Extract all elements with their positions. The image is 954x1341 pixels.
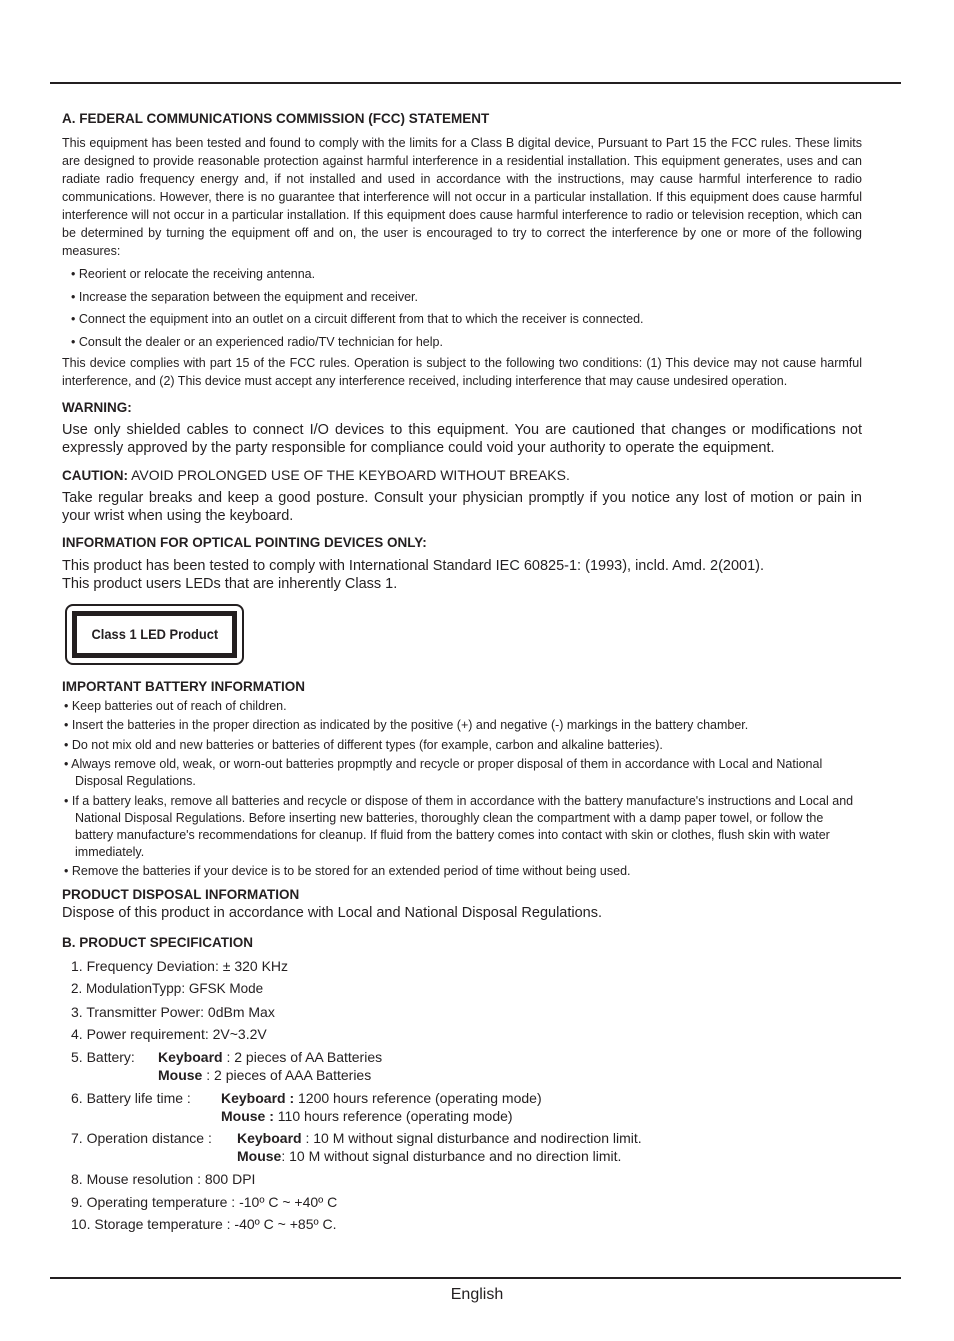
caution-line	[62, 466, 862, 485]
list-item: • Reorient or relocate the receiving antenna.	[71, 267, 316, 281]
fcc-heading: A. FEDERAL COMMUNICATIONS COMMISSION (FCC) STATEMENT	[62, 111, 490, 126]
list-item: • Keep batteries out of reach of children.	[64, 698, 287, 713]
warning-body: Use only shielded cables to connect I/O devices to this equipment. You are cautioned that changes or modifications not expressly approved by the party responsible for compliance could void your authority to operate the equipment.	[62, 421, 862, 456]
list-item: • Insert the batteries in the proper direction as indicated by the positive (+) and negative (-) markings in the battery chamber.	[64, 718, 749, 733]
spec-mouse-resolution: 8. Mouse resolution : 800 DPI	[71, 1171, 256, 1188]
optical-heading: INFORMATION FOR OPTICAL POINTING DEVICES ONLY:	[62, 534, 427, 550]
list-item: • Remove the batteries if your device is to be stored for an extended period of time without being used.	[64, 864, 631, 879]
footer-language: English	[450, 1286, 504, 1303]
spec-transmitter-power: 3. Transmitter Power: 0dBm Max	[71, 1003, 275, 1020]
mouse-label: Mouse :	[221, 1107, 274, 1124]
spec-battery-label: 5. Battery:	[71, 1049, 135, 1065]
list-item: • Connect the equipment into an outlet on a circuit different from that to which the receiver is connected.	[71, 312, 644, 327]
spec-frequency: 1. Frequency Deviation: ± 320 KHz	[71, 958, 289, 975]
mouse-label: Mouse	[158, 1067, 203, 1083]
spec-list	[71, 957, 862, 1233]
list-item: • If a battery leaks, remove all batteries and recycle or dispose of them in accordance with the battery manufacture's instructions and Local and National Disposal Regulations. Before inserting new batteries, thoroughly clean the compartment with a damp paper towel, or follow the battery manufacture's recommendations for cleanup. If fluid from the battery comes into contact with skin or clothes, flush skin with water immediately.	[64, 793, 854, 859]
class1-led-label-box	[65, 604, 244, 665]
bottom-rule	[50, 1277, 901, 1279]
caution-text: AVOID PROLONGED USE OF THE KEYBOARD WITHOUT BREAKS.	[128, 466, 570, 483]
top-rule	[50, 82, 901, 84]
fcc-compliance: This device complies with part 15 of the FCC rules. Operation is subject to the following two conditions: (1) This device may not cause harmful interference, and (2) This device must accept any interference received, including interference that may cause undesired operation.	[62, 355, 862, 388]
spec-power-requirement: 4. Power requirement: 2V~3.2V	[71, 1026, 267, 1043]
optical-line-2: This product users LEDs that are inherently Class 1.	[62, 575, 398, 592]
warning-heading: WARNING:	[62, 399, 132, 415]
spec-storage-temperature: 10. Storage temperature : -40º C ~ +85º C.	[71, 1216, 337, 1233]
keyboard-label: Keyboard	[158, 1049, 223, 1065]
mouse-label: Mouse	[237, 1148, 282, 1165]
document-body	[62, 110, 862, 1238]
caution-label: CAUTION:	[62, 467, 128, 483]
disposal-heading: PRODUCT DISPOSAL INFORMATION	[62, 887, 300, 903]
optical-line-1: This product has been tested to comply with International Standard IEC 60825-1: (1993), incld. Amd. 2(2001).	[62, 557, 765, 574]
spec-heading: B. PRODUCT SPECIFICATION	[62, 935, 254, 951]
battery-heading: IMPORTANT BATTERY INFORMATION	[62, 678, 305, 694]
list-item: • Do not mix old and new batteries or batteries of different types (for example, carbon and alkaline batteries).	[64, 737, 663, 752]
list-item: • Increase the separation between the equipment and receiver.	[71, 289, 418, 304]
battery-info-list	[62, 698, 862, 881]
caution-body: Take regular breaks and keep a good posture. Consult your physician promptly if you notice any lost of motion or pain in your wrist when using the keyboard.	[62, 489, 862, 524]
spec-operating-temperature: 9. Operating temperature : -10º C ~ +40º C	[71, 1193, 338, 1210]
disposal-body: Dispose of this product in accordance with Local and National Disposal Regulations.	[62, 905, 603, 922]
list-item: • Consult the dealer or an experienced radio/TV technician for help.	[71, 335, 443, 350]
fcc-measures-list	[71, 265, 862, 356]
spec-operation-distance-label: 7. Operation distance :	[71, 1130, 212, 1147]
keyboard-label: Keyboard :	[221, 1089, 295, 1106]
spec-battery-life-label: 6. Battery life time :	[71, 1089, 191, 1106]
spec-operation-distance: 7. Operation distance : Keyboard : 10 M without signal disturbance and nodirection limit. Mouse: 10 M without signal disturbance and no direction limit.	[71, 1130, 642, 1165]
spec-battery-life: 6. Battery life time : Keyboard : 1200 hours reference (operating mode) Mouse : 110 hours reference (operating mode)	[71, 1089, 542, 1124]
keyboard-label: Keyboard	[237, 1130, 302, 1147]
class1-led-label: Class 1 LED Product	[91, 626, 218, 643]
list-item: • Always remove old, weak, or worn-out batteries propmptly and recycle or proper disposal of them in accordance with Local and National Disposal Regulations.	[64, 757, 823, 789]
spec-battery: 5. Battery: Keyboard : 2 pieces of AA Batteries Mouse : 2 pieces of AAA Batteries	[71, 1049, 383, 1083]
spec-modulation: 2. ModulationTypp: GFSK Mode	[71, 980, 264, 996]
fcc-body: This equipment has been tested and found to comply with the limits for a Class B digital device, Pursuant to Part 15 the FCC rules. These limits are designed to provide reasonable protection against harmful interference in a residential installation. This equipment generates, uses and can radiate radio frequency energy and, if not installed and used in accordance with the instructions, may cause harmful interference to radio communications. However, there is no guarantee that interference will not occur in a particular installation. If this equipment does cause harmful interference will not occur in a particular installation. If this equipment does cause harmful interference to radio or television reception, which can be determined by turning the equipment off and on, the user is encouraged to try to correct the interference by one or more of the following measures:	[62, 136, 862, 258]
